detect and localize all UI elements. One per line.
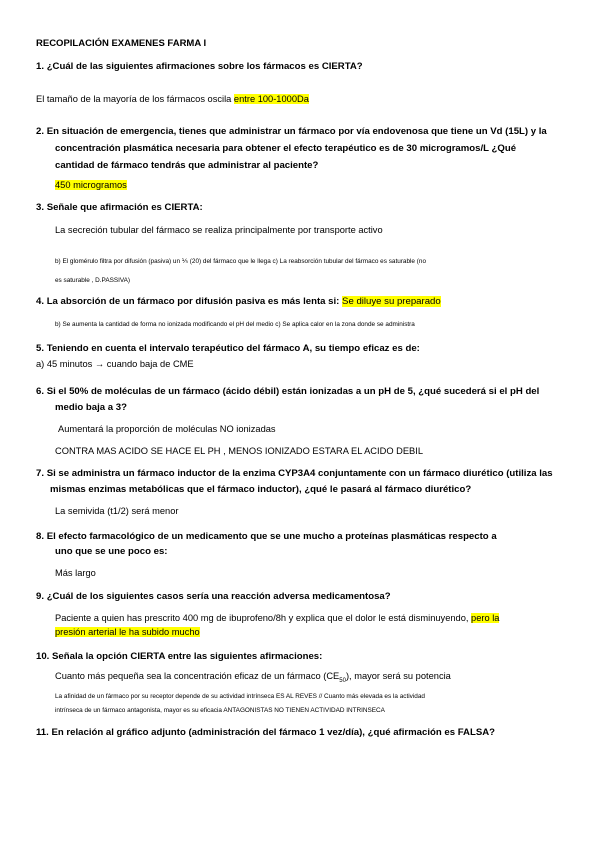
answer-text: El tamaño de la mayoría de los fármacos oscila (36, 94, 234, 104)
question-number: 11. (36, 727, 49, 738)
highlighted-answer-part-1: pero la (471, 613, 500, 623)
answer-1 (36, 91, 309, 108)
highlighted-answer: 450 microgramos (55, 180, 127, 190)
highlighted-answer: entre 100-1000Da (233, 94, 309, 104)
answer-10-note-1: La afinidad de un fármaco por su receptor depende de su actividad intrínseca ES AL REVES // Cuanto más elevada es la actividad (55, 693, 425, 700)
question-text: Señale que afirmación es CIERTA: (46, 202, 203, 213)
question-text-line-1: Si se administra un fármaco inductor de la enzima CYP3A4 conjuntamente con un fármaco diurético (utiliza las (46, 468, 553, 479)
highlighted-answer: Se diluye su preparado (342, 296, 441, 307)
question-number: 8. (36, 531, 45, 542)
question-text-line-1: En situación de emergencia, tienes que administrar un fármaco por vía endovenosa que tiene un Vd (15L) y la (46, 126, 547, 137)
question-8-line-2: uno que se une poco es: (55, 546, 168, 557)
answer-10 (55, 668, 451, 690)
question-text: En relación al gráfico adjunto (administración del fármaco 1 vez/día), ¿qué afirmación es FALSA? (51, 727, 496, 738)
answer-text: Paciente a quien has prescrito 400 mg de ibuprofeno/8h y explica que el dolor le está disminuyendo, (55, 613, 472, 623)
question-number: 9. (36, 591, 45, 602)
question-10 (36, 648, 322, 665)
document-title: RECOPILACIÓN EXAMENES FARMA I (36, 38, 207, 49)
answer-5: a) 45 minutos → cuando baja de CME (36, 359, 194, 369)
question-2 (36, 123, 547, 140)
question-number: 4. (36, 296, 45, 307)
question-6 (36, 383, 539, 400)
question-number: 3. (36, 202, 45, 213)
question-1 (36, 58, 363, 75)
question-text: Teniendo en cuenta el intervalo terapéutico del fármaco A, su tiempo eficaz es de: (46, 343, 420, 354)
question-3 (36, 199, 203, 216)
answer-9-line-2 (55, 624, 200, 641)
question-11 (36, 724, 495, 741)
answer-text-end: ), mayor será su potencia (345, 671, 451, 681)
question-6-line-2: medio baja a 3? (55, 402, 127, 413)
answer-6: Aumentará la proporción de moléculas NO ionizadas (58, 424, 276, 434)
question-7 (36, 465, 553, 482)
answer-7: La semivida (t1/2) será menor (55, 506, 179, 516)
question-9 (36, 588, 391, 605)
question-number: 7. (36, 468, 45, 479)
question-number: 6. (36, 386, 45, 397)
answer-subscript: 50 (339, 677, 346, 684)
question-4 (36, 293, 441, 310)
highlighted-answer-part-2: presión arterial le ha subido mucho (55, 627, 200, 637)
answer-10-note-2: intrínseca de un fármaco antagonista, mayor es su eficacia ANTAGONISTAS NO TIENEN ACTIVIDAD INTRINSECA (55, 707, 385, 714)
answer-4-note: b) Se aumenta la cantidad de forma no ionizada modificando el pH del medio c) Se aplica calor en la zona donde se administra (55, 321, 415, 328)
answer-3-note-1: b) El glomérulo filtra por difusión (pasiva) un ⅕ (20) del fármaco que le llega c) La reabsorción tubular del fármaco es saturable (no (55, 258, 427, 265)
question-text-line-1: El efecto farmacológico de un medicamento que se une mucho a proteínas plasmáticas respecto a (46, 531, 497, 542)
question-number: 5. (36, 343, 45, 354)
question-5 (36, 340, 420, 357)
question-7-line-2: mismas enzimas metabólicas que el fármaco inductor), ¿qué le pasará al fármaco diurético? (50, 484, 472, 495)
answer-8: Más largo (55, 568, 96, 578)
answer-6-note: CONTRA MAS ACIDO SE HACE EL PH , MENOS IONIZADO ESTARA EL ACIDO DEBIL (55, 446, 423, 456)
question-text: La absorción de un fármaco por difusión pasiva es más lenta si: (46, 296, 343, 307)
answer-3-note-2: es saturable , D.PASSIVA) (55, 277, 131, 284)
question-text: Señala la opción CIERTA entre las siguientes afirmaciones: (52, 651, 323, 662)
question-text: ¿Cuál de las siguientes afirmaciones sobre los fármacos es CIERTA? (46, 61, 363, 72)
answer-2 (55, 177, 127, 194)
question-2-line-3: cantidad de fármaco tendrás que administrar al paciente? (55, 160, 319, 171)
question-2-line-2: concentración plasmática necesaria para obtener el efecto terapéutico es de 30 microgramos/L ¿Qué (55, 143, 517, 154)
question-number: 2. (36, 126, 45, 137)
question-text: ¿Cuál de los siguientes casos sería una reacción adversa medicamentosa? (46, 591, 391, 602)
answer-3: La secreción tubular del fármaco se realiza principalmente por transporte activo (55, 225, 383, 235)
question-number: 10. (36, 651, 50, 662)
answer-text: Cuanto más pequeña sea la concentración eficaz de un fármaco (CE (55, 671, 340, 681)
question-text-line-1: Si el 50% de moléculas de un fármaco (ácido débil) están ionizadas a un pH de 5, ¿qué sucederá si el pH del (46, 386, 540, 397)
question-number: 1. (36, 61, 45, 72)
